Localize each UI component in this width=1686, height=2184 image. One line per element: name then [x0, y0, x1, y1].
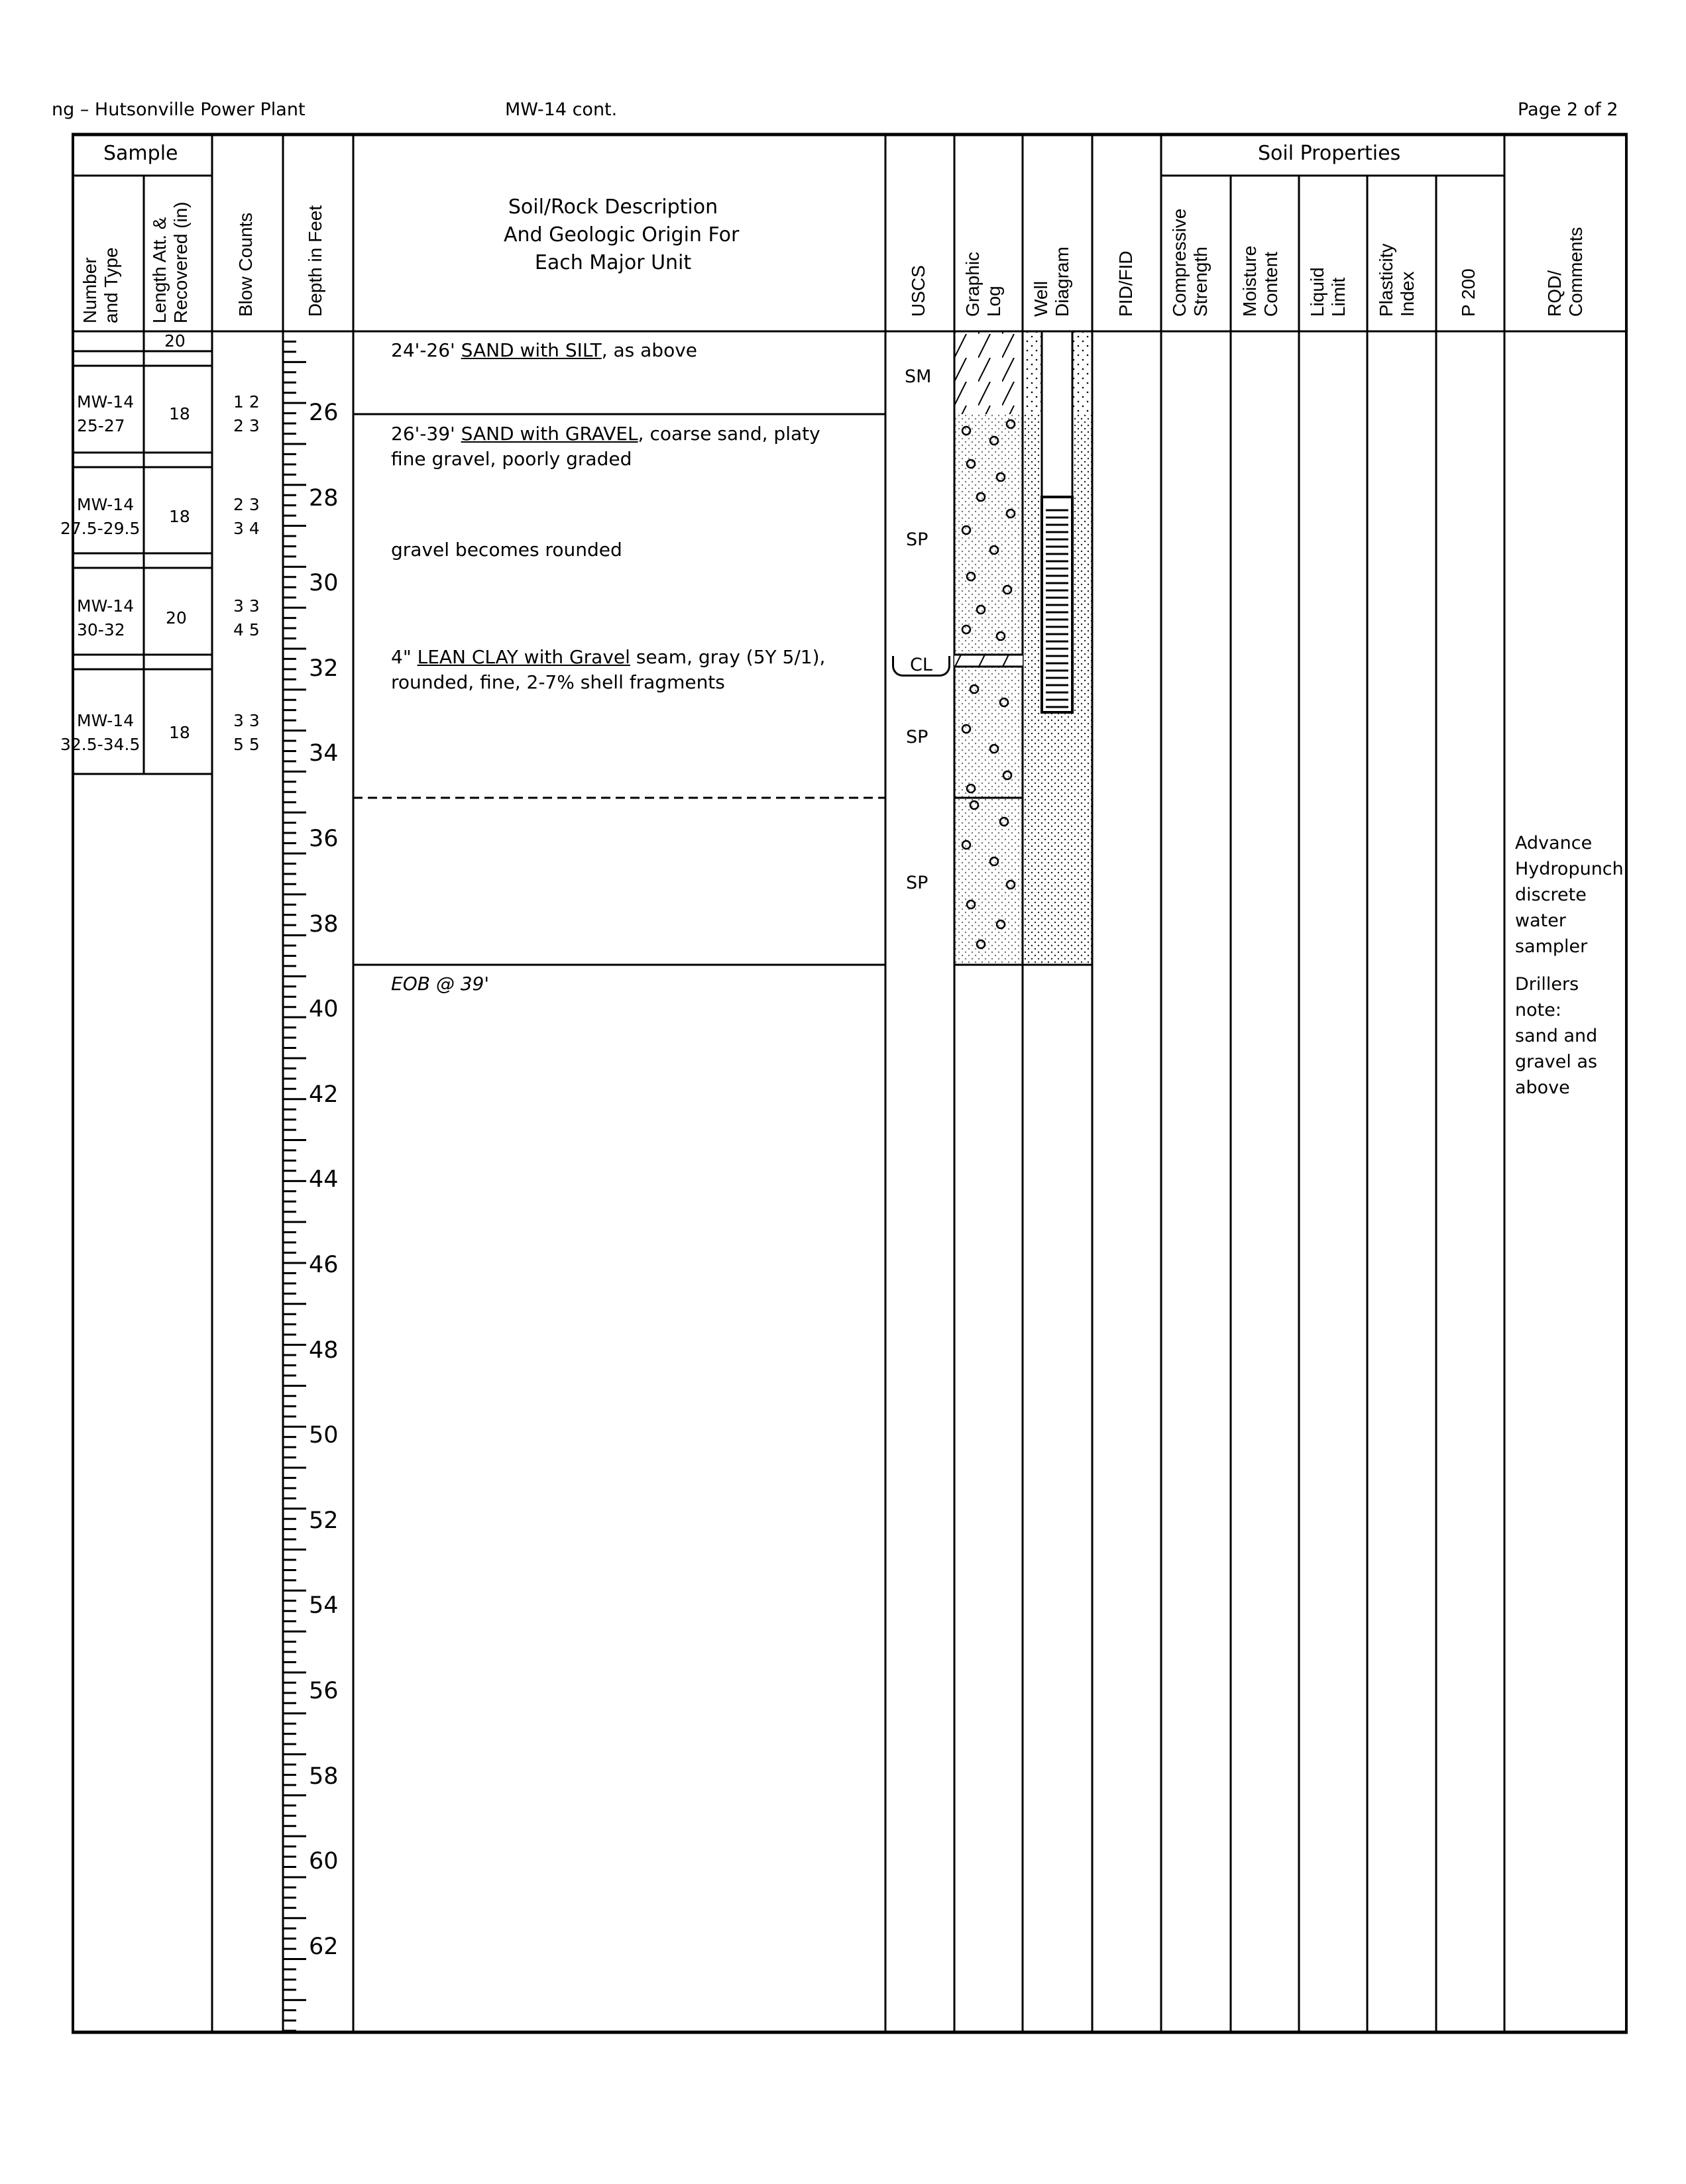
uscs-cl: CL: [892, 656, 950, 677]
project-title: ng – Hutsonville Power Plant: [52, 99, 306, 120]
description-lean-clay: 4" LEAN CLAY with Gravel seam, gray (5Y 5/1),: [391, 646, 826, 668]
number-type-header: Number and Type: [80, 247, 121, 323]
depth-label: 50: [309, 1422, 339, 1449]
sample-number: MW-14: [77, 711, 135, 730]
uscs-sm: SM: [905, 366, 932, 387]
description-sand-with-gravel-line2: fine gravel, poorly graded: [391, 448, 632, 470]
description-sand-with-gravel: 26'-39' SAND with GRAVEL, coarse sand, platy: [391, 423, 820, 445]
depth-label: 44: [309, 1166, 339, 1193]
depth-label: 36: [309, 826, 339, 852]
carryover-length: 20: [164, 331, 186, 351]
blow-counts-1: 3 3: [233, 711, 260, 730]
description-sand-with-silt: 24'-26' SAND with SILT, as above: [391, 339, 698, 361]
liquid-limit-header: Liquid Limit: [1307, 267, 1349, 317]
blow-counts-2: 3 4: [233, 519, 260, 538]
comment-hydropunch: Advance Hydropunch discrete water sampler: [1515, 833, 1624, 957]
well-diagram-header: Well Diagram: [1031, 246, 1072, 317]
compressive-strength-header: Compressive Strength: [1169, 208, 1211, 317]
sample-number: MW-14: [77, 392, 135, 411]
graphic-log-header: Graphic Log: [962, 251, 1004, 317]
description-gravel-rounded: gravel becomes rounded: [391, 539, 622, 561]
depth-label: 38: [309, 910, 339, 938]
blow-counts-2: 4 5: [233, 620, 260, 639]
depth-label: 62: [309, 1933, 339, 1960]
rqd-comments-header: RQD/ Comments: [1544, 227, 1586, 317]
depth-label: 26: [309, 400, 339, 426]
sample-length: 18: [169, 404, 190, 423]
depth-label: 48: [309, 1337, 339, 1364]
sample-number: MW-14: [77, 596, 135, 616]
depth-header: Depth in Feet: [305, 205, 325, 317]
soil-properties-header: Soil Properties: [1258, 142, 1401, 165]
length-header: Length Att. & Recovered (in): [149, 201, 191, 323]
uscs-sp: SP: [906, 727, 928, 747]
end-of-boring: EOB @ 39': [391, 973, 490, 995]
depth-label: 42: [309, 1081, 339, 1108]
uscs-header: USCS: [908, 265, 928, 317]
depth-label: 40: [309, 996, 339, 1023]
sample-interval: 32.5-34.5: [60, 735, 140, 754]
comment-drillers-note: Drillers note: sand and gravel as above: [1515, 974, 1598, 1098]
pid-fid-header: PID/FID: [1115, 250, 1136, 317]
depth-label: 34: [309, 740, 339, 767]
blow-counts-header: Blow Counts: [235, 212, 256, 317]
sample-interval: 25-27: [77, 416, 125, 435]
blow-counts-1: 2 3: [233, 495, 260, 514]
description-header: Soil/Rock Description And Geologic Origin For Each Major Unit: [504, 195, 740, 274]
plasticity-index-header: Plasticity Index: [1376, 243, 1418, 317]
depth-label: 52: [309, 1507, 339, 1534]
depth-label: 58: [309, 1763, 339, 1790]
depth-label: 56: [309, 1678, 339, 1704]
sample-group-header: Sample: [103, 142, 178, 165]
uscs-sp: SP: [906, 873, 928, 893]
blow-counts-1: 1 2: [233, 392, 260, 411]
sample-length: 18: [169, 723, 190, 742]
sample-length: 18: [169, 507, 190, 526]
sample-interval: 27.5-29.5: [60, 519, 140, 538]
sample-interval: 30-32: [77, 620, 125, 639]
sample-length: 20: [166, 608, 187, 628]
blow-counts-2: 2 3: [233, 416, 260, 435]
depth-label: 28: [309, 484, 339, 512]
blow-counts-2: 5 5: [233, 735, 260, 754]
page-number: Page 2 of 2: [1518, 99, 1618, 120]
depth-label: 32: [309, 655, 339, 682]
depth-label: 54: [309, 1592, 339, 1619]
uscs-sp: SP: [906, 529, 928, 550]
moisture-content-header: Moisture Content: [1239, 245, 1281, 317]
depth-label: 46: [309, 1252, 339, 1278]
depth-label: 60: [309, 1848, 339, 1875]
description-lean-clay-line2: rounded, fine, 2-7% shell fragments: [391, 671, 725, 693]
blow-counts-1: 3 3: [233, 596, 260, 616]
sample-number: MW-14: [77, 495, 135, 514]
p200-header: P 200: [1458, 268, 1479, 317]
boring-id: MW-14 cont.: [505, 99, 618, 120]
depth-label: 30: [309, 570, 339, 597]
